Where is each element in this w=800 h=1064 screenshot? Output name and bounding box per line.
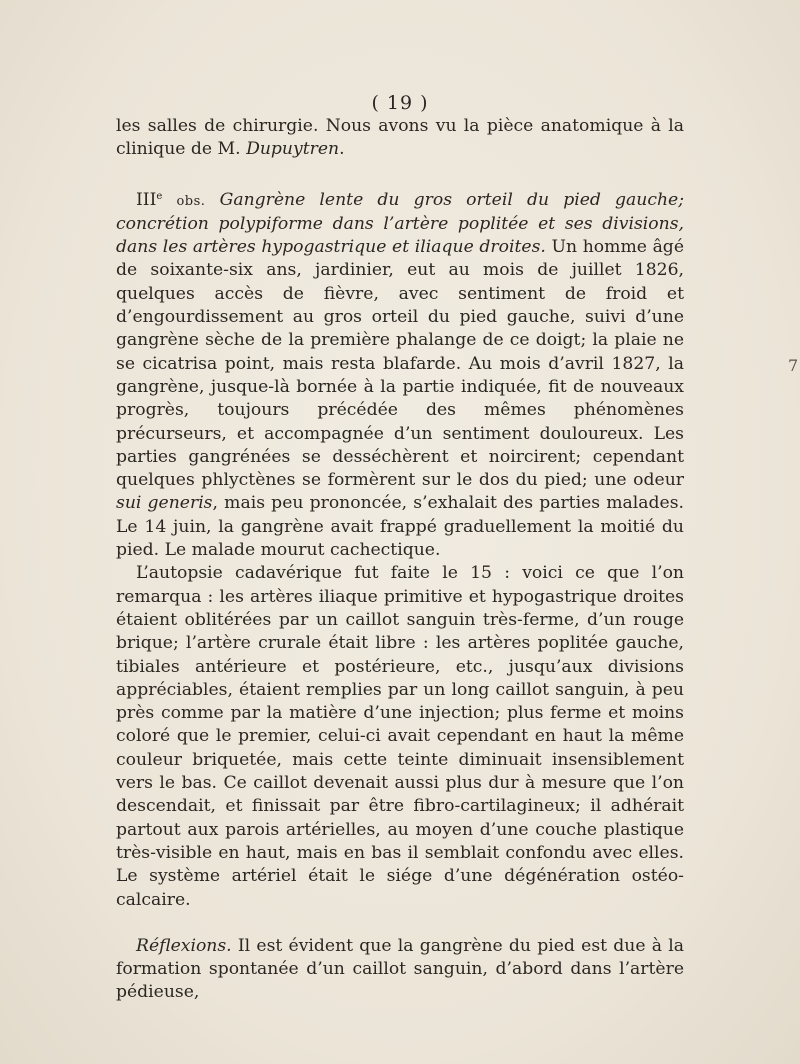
intro-end: . bbox=[339, 139, 345, 160]
paragraph-autopsy: L’autopsie cadavérique fut faite le 15 : voici ce que l’on remarqua : les artères iliaque primitive et hypogastrique droites étaient oblitérées par un caillot sanguin très-ferme, d’un rouge brique; l’artère crurale était libre : les artères poplitée gauche, tibiales antérieure et postérieure, etc., jusqu’aux divisions appréciables, étaient remplies par un long caillot sanguin, à peu près comme par la matière d’une injection; plus ferme et moins coloré que le premier, celui-ci avait cependant en haut la même couleur briquetée, mais cette teinte diminuait insensiblement vers le bas. Ce caillot devenait aussi plus dur à mesure que l’on descendait, et finissait par être fibro-cartilagineux; il adhérait partout aux parois artérielles, au moyen d’une couche plastique très-visible en haut, mais en bas il semblait confondu avec elles. Le système artériel était le siége d’une dégénération ostéo-calcaire. bbox=[116, 563, 684, 910]
intro-text: les salles de chirurgie. Nous avons vu la pièce anatomique à la clinique de M. bbox=[116, 116, 684, 160]
observation-label: obs. bbox=[176, 193, 206, 209]
observation-text-part1: Un homme âgé de soixante-six ans, jardinier, eut au mois de juillet 1826, quelques accès de fièvre, avec sentiment de froid et d’engourdissement au gros orteil du pied gauche, suivi d’une gangrène sèche de la première phalange de ce doigt; la plaie ne se cicatrisa point, mais resta blafarde. Au mois d’avril 1827, la gangrène, jusque-là bornée à la partie indiquée, fit de nouveaux progrès, toujours précédée des mêmes phénomènes précurseurs, et accompagnée d’un sentiment douloureux. Les parties gangrénées se desséchèrent et noircirent; cependant quelques phlyctènes se formèrent sur le dos du pied; une odeur bbox=[116, 237, 684, 491]
paragraph-intro bbox=[116, 115, 684, 162]
observation-number: III bbox=[136, 189, 157, 210]
margin-mark: 7 bbox=[788, 356, 799, 375]
latin-phrase: sui generis bbox=[116, 493, 213, 514]
observation-text-part2: , mais peu prononcée, s’exhalait des parties malades. Le 14 juin, la gangrène avait frappé graduellement la moitié du pied. Le malade mourut cachectique. bbox=[116, 493, 684, 561]
page-number: ( 19 ) bbox=[371, 92, 429, 114]
surgeon-name: Dupuytren bbox=[246, 139, 340, 160]
reflections-text: Il est évident que la gangrène du pied est due à la formation spontanée d’un caillot sanguin, d’abord dans l’artère pédieuse, bbox=[116, 935, 684, 1003]
body-text bbox=[116, 115, 684, 1005]
observation-title: Gangrène lente du gros orteil du pied gauche; concrétion polypiforme dans l’artère poplitée et ses divisions, dans les artères hypogastrique et iliaque droites. bbox=[116, 189, 685, 258]
observation-ordinal: e bbox=[156, 190, 163, 202]
paragraph-observation bbox=[116, 185, 684, 563]
paragraph-reflections bbox=[116, 935, 684, 1005]
reflections-label: Réflexions. bbox=[136, 935, 232, 956]
